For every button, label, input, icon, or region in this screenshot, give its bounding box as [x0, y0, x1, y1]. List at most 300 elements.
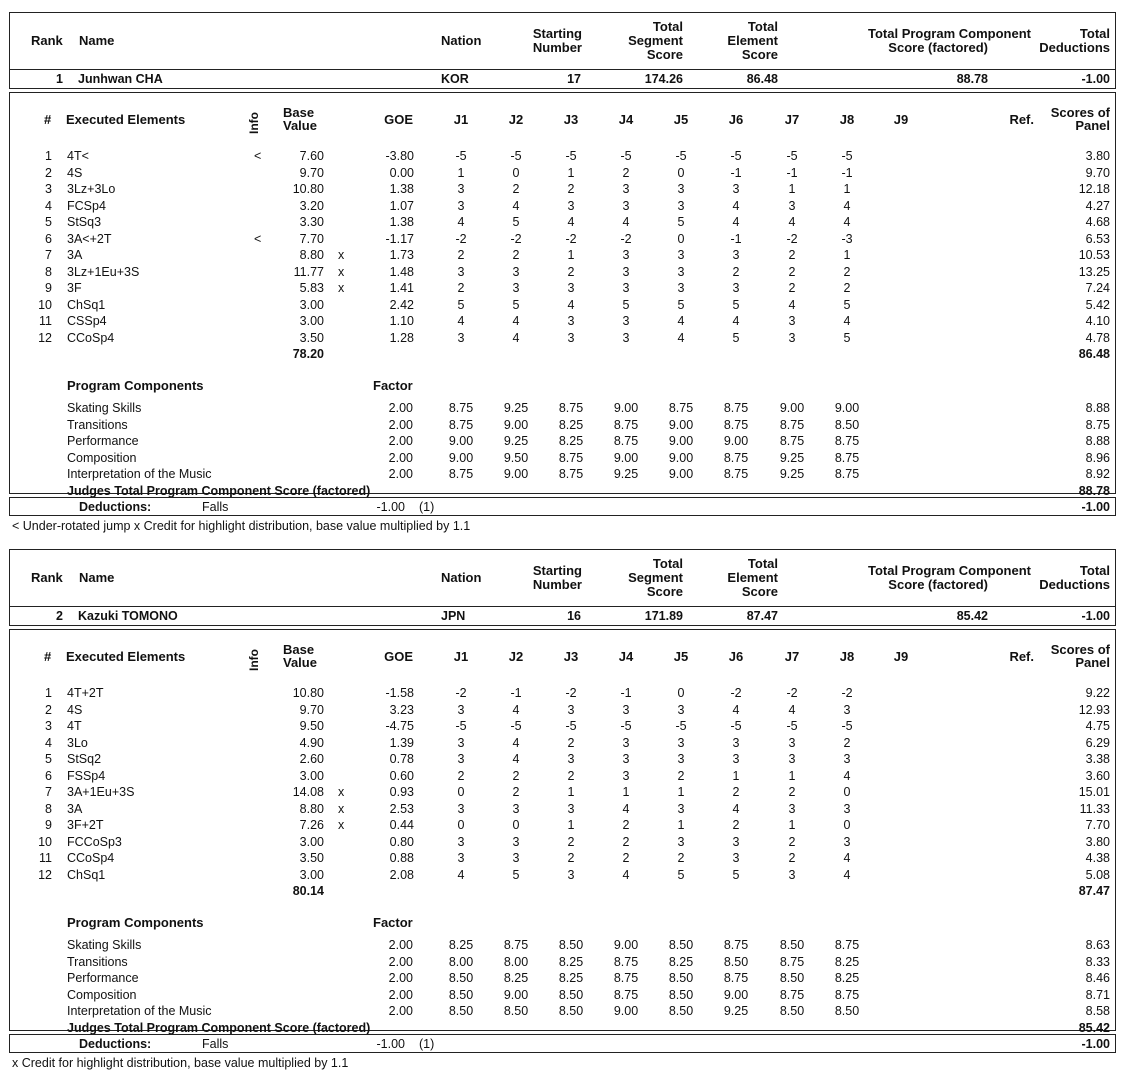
- element-judge-3: 2: [567, 769, 575, 783]
- element-judge-4: 3: [622, 182, 630, 196]
- element-code: 4S: [67, 166, 83, 180]
- component-judge-8: 8.75: [834, 434, 860, 448]
- element-judge-7: -2: [786, 232, 798, 246]
- element-judge-3: 2: [567, 835, 575, 849]
- component-judge-1: 8.50: [448, 971, 474, 985]
- component-judge-7: 8.75: [779, 418, 805, 432]
- element-base-value: 7.70: [299, 232, 324, 246]
- component-judge-1: 8.75: [448, 401, 474, 415]
- skater-rank: 2: [56, 609, 63, 623]
- element-judge-7: 3: [788, 736, 796, 750]
- element-base-value: 3.00: [299, 868, 324, 882]
- element-judge-3: 3: [567, 703, 575, 717]
- element-panel-score: 4.27: [1085, 199, 1110, 213]
- component-judge-5: 9.00: [668, 418, 694, 432]
- element-judge-7: 3: [788, 331, 796, 345]
- deduction-count: (1): [419, 500, 435, 514]
- element-judge-3: 2: [567, 736, 575, 750]
- element-code: 3Lo: [67, 736, 88, 750]
- element-code: CSSp4: [67, 314, 107, 328]
- component-factor: 2.00: [388, 1004, 413, 1018]
- element-judge-6: 3: [732, 851, 740, 865]
- element-judge-7: -5: [786, 149, 798, 163]
- col-base-label-2: Value: [283, 118, 317, 133]
- element-judge-8: 2: [843, 265, 851, 279]
- component-judge-5: 9.00: [668, 451, 694, 465]
- element-judge-4: 4: [622, 802, 630, 816]
- component-factor: 2.00: [388, 955, 413, 969]
- element-judge-6: -2: [730, 686, 742, 700]
- element-judge-2: 3: [512, 851, 520, 865]
- component-name: Composition: [67, 988, 137, 1002]
- element-judge-8: 1: [843, 182, 851, 196]
- component-judge-4: 9.00: [613, 401, 639, 415]
- elements-panel-total: 86.48: [1078, 347, 1110, 361]
- starting-number-label: Starting: [532, 563, 582, 578]
- element-judge-2: 4: [512, 314, 520, 328]
- deduction-type: Falls: [202, 500, 229, 514]
- element-judge-3: 3: [567, 802, 575, 816]
- element-goe: 2.53: [389, 802, 414, 816]
- element-judge-1: 3: [457, 851, 465, 865]
- element-number: 12: [38, 331, 52, 345]
- element-judge-5: 2: [677, 851, 685, 865]
- element-number: 10: [38, 298, 52, 312]
- skater-deductions: -1.00: [1081, 609, 1110, 623]
- element-code: 4T: [67, 719, 82, 733]
- element-judge-6: 2: [732, 785, 740, 799]
- element-judge-6: 5: [732, 868, 740, 882]
- element-base-value: 3.20: [299, 199, 324, 213]
- element-judge-7: -2: [786, 686, 798, 700]
- element-judge-7: 3: [788, 314, 796, 328]
- element-number: 5: [45, 215, 52, 229]
- element-judge-7: 1: [788, 182, 796, 196]
- component-judge-2: 9.25: [503, 401, 529, 415]
- element-panel-score: 3.80: [1085, 149, 1110, 163]
- element-judge-4: 2: [622, 166, 630, 180]
- element-judge-2: 2: [512, 182, 520, 196]
- component-judge-2: 9.25: [503, 434, 529, 448]
- col-sop-label: Scores of: [1050, 105, 1110, 120]
- deduction-value: -1.00: [376, 1037, 405, 1051]
- element-base-value: 3.00: [299, 298, 324, 312]
- element-judge-1: -2: [455, 686, 467, 700]
- element-goe: 1.28: [389, 331, 414, 345]
- component-judge-1: 8.75: [448, 467, 474, 481]
- element-judge-7: 2: [788, 851, 796, 865]
- name-label: Name: [79, 33, 115, 48]
- element-judge-1: 3: [457, 265, 465, 279]
- header-divider: [9, 69, 1116, 70]
- element-judge-1: -5: [455, 719, 467, 733]
- skater-nation: JPN: [441, 609, 466, 623]
- judges-total-label: Judges Total Program Component Score (factored): [67, 1021, 371, 1035]
- element-judge-6: -5: [730, 719, 742, 733]
- skater-tss: 174.26: [644, 72, 683, 86]
- element-judge-4: 3: [622, 703, 630, 717]
- element-panel-score: 6.53: [1085, 232, 1110, 246]
- element-judge-2: -5: [510, 149, 522, 163]
- element-number: 2: [45, 703, 52, 717]
- col-sop-label-2: Panel: [1075, 118, 1110, 133]
- component-judge-7: 9.00: [779, 401, 805, 415]
- skater-name: Junhwan CHA: [78, 72, 163, 86]
- component-judge-7: 8.75: [779, 988, 805, 1002]
- element-goe: 3.23: [389, 703, 414, 717]
- component-factor: 2.00: [388, 938, 413, 952]
- element-info: <: [254, 149, 262, 163]
- name-label: Name: [79, 570, 115, 585]
- element-base-value: 10.80: [292, 686, 324, 700]
- element-judge-4: 3: [622, 314, 630, 328]
- element-judge-7: 2: [788, 248, 796, 262]
- element-base-value: 3.00: [299, 835, 324, 849]
- element-judge-1: 3: [457, 802, 465, 816]
- col-executed-label: Executed Elements: [66, 112, 186, 127]
- component-judge-8: 8.75: [834, 451, 860, 465]
- element-number: 9: [45, 818, 52, 832]
- element-judge-1: 3: [457, 703, 465, 717]
- element-judge-8: 0: [843, 785, 851, 799]
- component-judge-5: 8.50: [668, 1004, 694, 1018]
- col-judge-4-label: J4: [618, 112, 634, 127]
- factor-label: Factor: [373, 378, 413, 393]
- element-judge-4: 4: [622, 868, 630, 882]
- element-judge-5: 3: [677, 281, 685, 295]
- element-goe: -1.58: [385, 686, 414, 700]
- element-goe: 0.80: [389, 835, 414, 849]
- element-base-value: 3.00: [299, 314, 324, 328]
- element-judge-8: -2: [841, 686, 853, 700]
- deductions-box: [9, 1034, 1116, 1053]
- deduction-type: Falls: [202, 1037, 229, 1051]
- element-base-value: 3.50: [299, 331, 324, 345]
- base-value-total: 80.14: [292, 884, 324, 898]
- element-judge-3: 1: [567, 818, 575, 832]
- element-goe: 1.38: [389, 182, 414, 196]
- element-code: 4S: [67, 703, 83, 717]
- col-judge-6-label: J6: [728, 649, 744, 664]
- component-judge-6: 8.75: [723, 971, 749, 985]
- element-judge-3: 3: [567, 331, 575, 345]
- tss-label: Total: [652, 19, 683, 34]
- component-judge-6: 8.75: [723, 467, 749, 481]
- tes-label-2: Element: [727, 570, 778, 585]
- element-judge-3: -2: [565, 686, 577, 700]
- component-judge-5: 8.50: [668, 988, 694, 1002]
- element-panel-score: 3.38: [1085, 752, 1110, 766]
- component-factor: 2.00: [388, 401, 413, 415]
- element-judge-3: 3: [567, 281, 575, 295]
- col-judge-7-label: J7: [784, 649, 800, 664]
- deductions-label-2: Deductions: [1039, 40, 1110, 55]
- element-judge-1: 5: [457, 298, 465, 312]
- col-base-label-2: Value: [283, 655, 317, 670]
- element-judge-1: 3: [457, 736, 465, 750]
- component-name: Transitions: [67, 955, 128, 969]
- component-judge-1: 8.50: [448, 988, 474, 1002]
- component-judge-4: 8.75: [613, 988, 639, 1002]
- element-judge-7: 1: [788, 769, 796, 783]
- element-judge-1: 3: [457, 182, 465, 196]
- col-executed-label: Executed Elements: [66, 649, 186, 664]
- element-judge-3: 2: [567, 851, 575, 865]
- element-judge-5: 0: [677, 166, 685, 180]
- element-judge-4: 3: [622, 769, 630, 783]
- element-goe: 1.48: [389, 265, 414, 279]
- element-panel-score: 7.70: [1085, 818, 1110, 832]
- component-panel-score: 8.63: [1085, 938, 1110, 952]
- element-judge-2: 5: [512, 868, 520, 882]
- element-goe: 0.93: [389, 785, 414, 799]
- element-code: CCoSp4: [67, 331, 115, 345]
- element-judge-5: 5: [677, 298, 685, 312]
- element-base-value: 10.80: [292, 182, 324, 196]
- element-judge-7: 3: [788, 752, 796, 766]
- element-judge-6: 5: [732, 331, 740, 345]
- component-judge-2: 9.00: [503, 988, 529, 1002]
- component-judge-5: 9.00: [668, 467, 694, 481]
- element-judge-8: 4: [843, 314, 851, 328]
- element-judge-5: 3: [677, 265, 685, 279]
- component-factor: 2.00: [388, 988, 413, 1002]
- starting-number-label-2: Number: [532, 577, 582, 592]
- tss-label-2: Segment: [628, 33, 683, 48]
- element-goe: 0.78: [389, 752, 414, 766]
- element-goe: 1.38: [389, 215, 414, 229]
- element-judge-3: 3: [567, 199, 575, 213]
- starting-number-label: Starting: [532, 26, 582, 41]
- deduction-total: -1.00: [1081, 1037, 1110, 1051]
- element-judge-2: 3: [512, 265, 520, 279]
- deductions-row-label: Deductions:: [79, 1037, 152, 1051]
- element-judge-1: 0: [457, 818, 465, 832]
- element-base-value: 14.08: [292, 785, 324, 799]
- element-judge-7: 2: [788, 835, 796, 849]
- element-judge-8: 3: [843, 752, 851, 766]
- element-code: FSSp4: [67, 769, 106, 783]
- tes-label-3: Score: [741, 47, 778, 62]
- element-judge-3: 1: [567, 166, 575, 180]
- element-judge-2: 4: [512, 736, 520, 750]
- element-judge-6: 4: [732, 215, 740, 229]
- element-info: <: [254, 232, 262, 246]
- element-judge-1: 3: [457, 835, 465, 849]
- col-judge-8-label: J8: [839, 649, 855, 664]
- element-judge-6: -5: [730, 149, 742, 163]
- element-judge-8: -5: [841, 719, 853, 733]
- deduction-count: (1): [419, 1037, 435, 1051]
- col-base-label: Base: [283, 642, 315, 657]
- component-judge-7: 8.50: [779, 971, 805, 985]
- element-code: 3F: [67, 281, 82, 295]
- component-name: Interpretation of the Music: [67, 467, 212, 481]
- element-panel-score: 6.29: [1085, 736, 1110, 750]
- element-code: 3A: [67, 248, 83, 262]
- element-number: 11: [39, 314, 52, 328]
- element-judge-3: 1: [567, 248, 575, 262]
- element-code: StSq3: [67, 215, 102, 229]
- element-judge-4: -1: [620, 686, 632, 700]
- element-judge-8: 3: [843, 802, 851, 816]
- element-panel-score: 13.25: [1078, 265, 1110, 279]
- element-panel-score: 12.18: [1078, 182, 1110, 196]
- tes-label-3: Score: [741, 584, 778, 599]
- program-components-label: Program Components: [67, 915, 204, 930]
- element-goe: -3.80: [385, 149, 414, 163]
- deductions-label: Total: [1079, 26, 1110, 41]
- element-judge-1: 3: [457, 199, 465, 213]
- component-judge-4: 8.75: [613, 971, 639, 985]
- rank-label: Rank: [31, 33, 63, 48]
- element-judge-8: 1: [843, 248, 851, 262]
- element-judge-8: -1: [841, 166, 853, 180]
- element-judge-8: 3: [843, 703, 851, 717]
- element-panel-score: 4.78: [1085, 331, 1110, 345]
- component-judge-8: 8.25: [834, 971, 860, 985]
- element-number: 2: [45, 166, 52, 180]
- element-code: 3Lz+3Lo: [67, 182, 116, 196]
- component-judge-3: 8.25: [558, 955, 584, 969]
- element-judge-5: 4: [677, 314, 685, 328]
- component-judge-4: 8.75: [613, 955, 639, 969]
- skater-pcs: 88.78: [956, 72, 988, 86]
- component-judge-1: 9.00: [448, 434, 474, 448]
- component-judge-8: 8.75: [834, 988, 860, 1002]
- element-panel-score: 10.53: [1078, 248, 1110, 262]
- element-judge-5: 3: [677, 802, 685, 816]
- element-judge-3: 2: [567, 182, 575, 196]
- element-judge-6: 4: [732, 199, 740, 213]
- component-name: Interpretation of the Music: [67, 1004, 212, 1018]
- element-judge-1: 2: [457, 769, 465, 783]
- element-judge-5: -5: [675, 149, 687, 163]
- component-judge-4: 9.25: [613, 467, 639, 481]
- element-judge-5: 3: [677, 199, 685, 213]
- component-judge-3: 8.75: [558, 401, 584, 415]
- element-judge-5: 5: [677, 868, 685, 882]
- component-factor: 2.00: [388, 467, 413, 481]
- component-panel-score: 8.88: [1085, 401, 1110, 415]
- skater-pcs: 85.42: [956, 609, 988, 623]
- col-judge-3-label: J3: [563, 112, 579, 127]
- element-judge-1: 2: [457, 281, 465, 295]
- element-panel-score: 7.24: [1085, 281, 1110, 295]
- element-judge-2: 4: [512, 331, 520, 345]
- element-number: 10: [38, 835, 52, 849]
- element-number: 8: [45, 265, 52, 279]
- component-judge-1: 8.00: [448, 955, 474, 969]
- component-judge-4: 8.75: [613, 434, 639, 448]
- element-judge-5: 3: [677, 182, 685, 196]
- element-judge-3: 4: [567, 298, 575, 312]
- component-panel-score: 8.33: [1085, 955, 1110, 969]
- component-name: Performance: [67, 434, 139, 448]
- tss-label-2: Segment: [628, 570, 683, 585]
- col-judge-1-label: J1: [453, 112, 469, 127]
- element-judge-2: 3: [512, 281, 520, 295]
- nation-label: Nation: [441, 33, 482, 48]
- element-goe: 0.88: [389, 851, 414, 865]
- component-judge-3: 8.75: [558, 451, 584, 465]
- element-judge-7: -5: [786, 719, 798, 733]
- element-judge-4: 1: [622, 785, 630, 799]
- tes-label: Total: [747, 19, 778, 34]
- element-judge-6: 5: [732, 298, 740, 312]
- element-number: 6: [45, 769, 52, 783]
- element-number: 4: [45, 736, 52, 750]
- element-judge-4: 3: [622, 265, 630, 279]
- element-number: 5: [45, 752, 52, 766]
- element-number: 7: [45, 785, 52, 799]
- col-num-label: #: [44, 112, 52, 127]
- component-judge-7: 8.75: [779, 434, 805, 448]
- element-judge-6: 3: [732, 281, 740, 295]
- element-judge-5: 3: [677, 752, 685, 766]
- component-judge-3: 8.50: [558, 938, 584, 952]
- element-judge-8: 0: [843, 818, 851, 832]
- element-base-value: 9.70: [299, 703, 324, 717]
- element-judge-7: 4: [788, 298, 796, 312]
- element-judge-2: 2: [512, 769, 520, 783]
- element-judge-7: 1: [788, 818, 796, 832]
- element-judge-5: 3: [677, 736, 685, 750]
- component-judge-5: 8.50: [668, 971, 694, 985]
- element-judge-3: 3: [567, 868, 575, 882]
- element-judge-1: 0: [457, 785, 465, 799]
- element-base-value: 8.80: [299, 802, 324, 816]
- col-judge-5-label: J5: [673, 112, 689, 127]
- element-judge-2: 0: [512, 818, 520, 832]
- skater-starting-number: 16: [567, 609, 581, 623]
- skater-tes: 87.47: [746, 609, 778, 623]
- tss-label-3: Score: [646, 584, 683, 599]
- component-judge-7: 8.50: [779, 938, 805, 952]
- starting-number-label-2: Number: [532, 40, 582, 55]
- element-judge-4: 2: [622, 835, 630, 849]
- element-number: 12: [38, 868, 52, 882]
- element-code: StSq2: [67, 752, 102, 766]
- element-judge-8: 4: [843, 868, 851, 882]
- element-judge-2: 4: [512, 752, 520, 766]
- element-judge-6: 4: [732, 802, 740, 816]
- element-judge-3: 4: [567, 215, 575, 229]
- component-panel-score: 8.88: [1085, 434, 1110, 448]
- element-bonus-flag: x: [338, 818, 345, 832]
- element-judge-8: 4: [843, 851, 851, 865]
- element-judge-6: 3: [732, 835, 740, 849]
- component-judge-8: 8.75: [834, 938, 860, 952]
- element-number: 11: [39, 851, 52, 865]
- element-goe: 1.07: [389, 199, 414, 213]
- element-panel-score: 3.60: [1085, 769, 1110, 783]
- header-divider: [9, 606, 1116, 607]
- element-judge-2: -2: [510, 232, 522, 246]
- element-judge-5: 2: [677, 769, 685, 783]
- component-judge-1: 8.75: [448, 418, 474, 432]
- component-name: Performance: [67, 971, 139, 985]
- element-judge-1: 3: [457, 752, 465, 766]
- element-panel-score: 12.93: [1078, 703, 1110, 717]
- element-base-value: 4.90: [299, 736, 324, 750]
- component-judge-6: 9.00: [723, 434, 749, 448]
- element-base-value: 7.60: [299, 149, 324, 163]
- footnote: x Credit for highlight distribution, base value multiplied by 1.1: [12, 1056, 349, 1070]
- element-code: 4T<: [67, 149, 89, 163]
- element-judge-6: 3: [732, 736, 740, 750]
- pcs-label: Total Program Component: [868, 563, 1031, 578]
